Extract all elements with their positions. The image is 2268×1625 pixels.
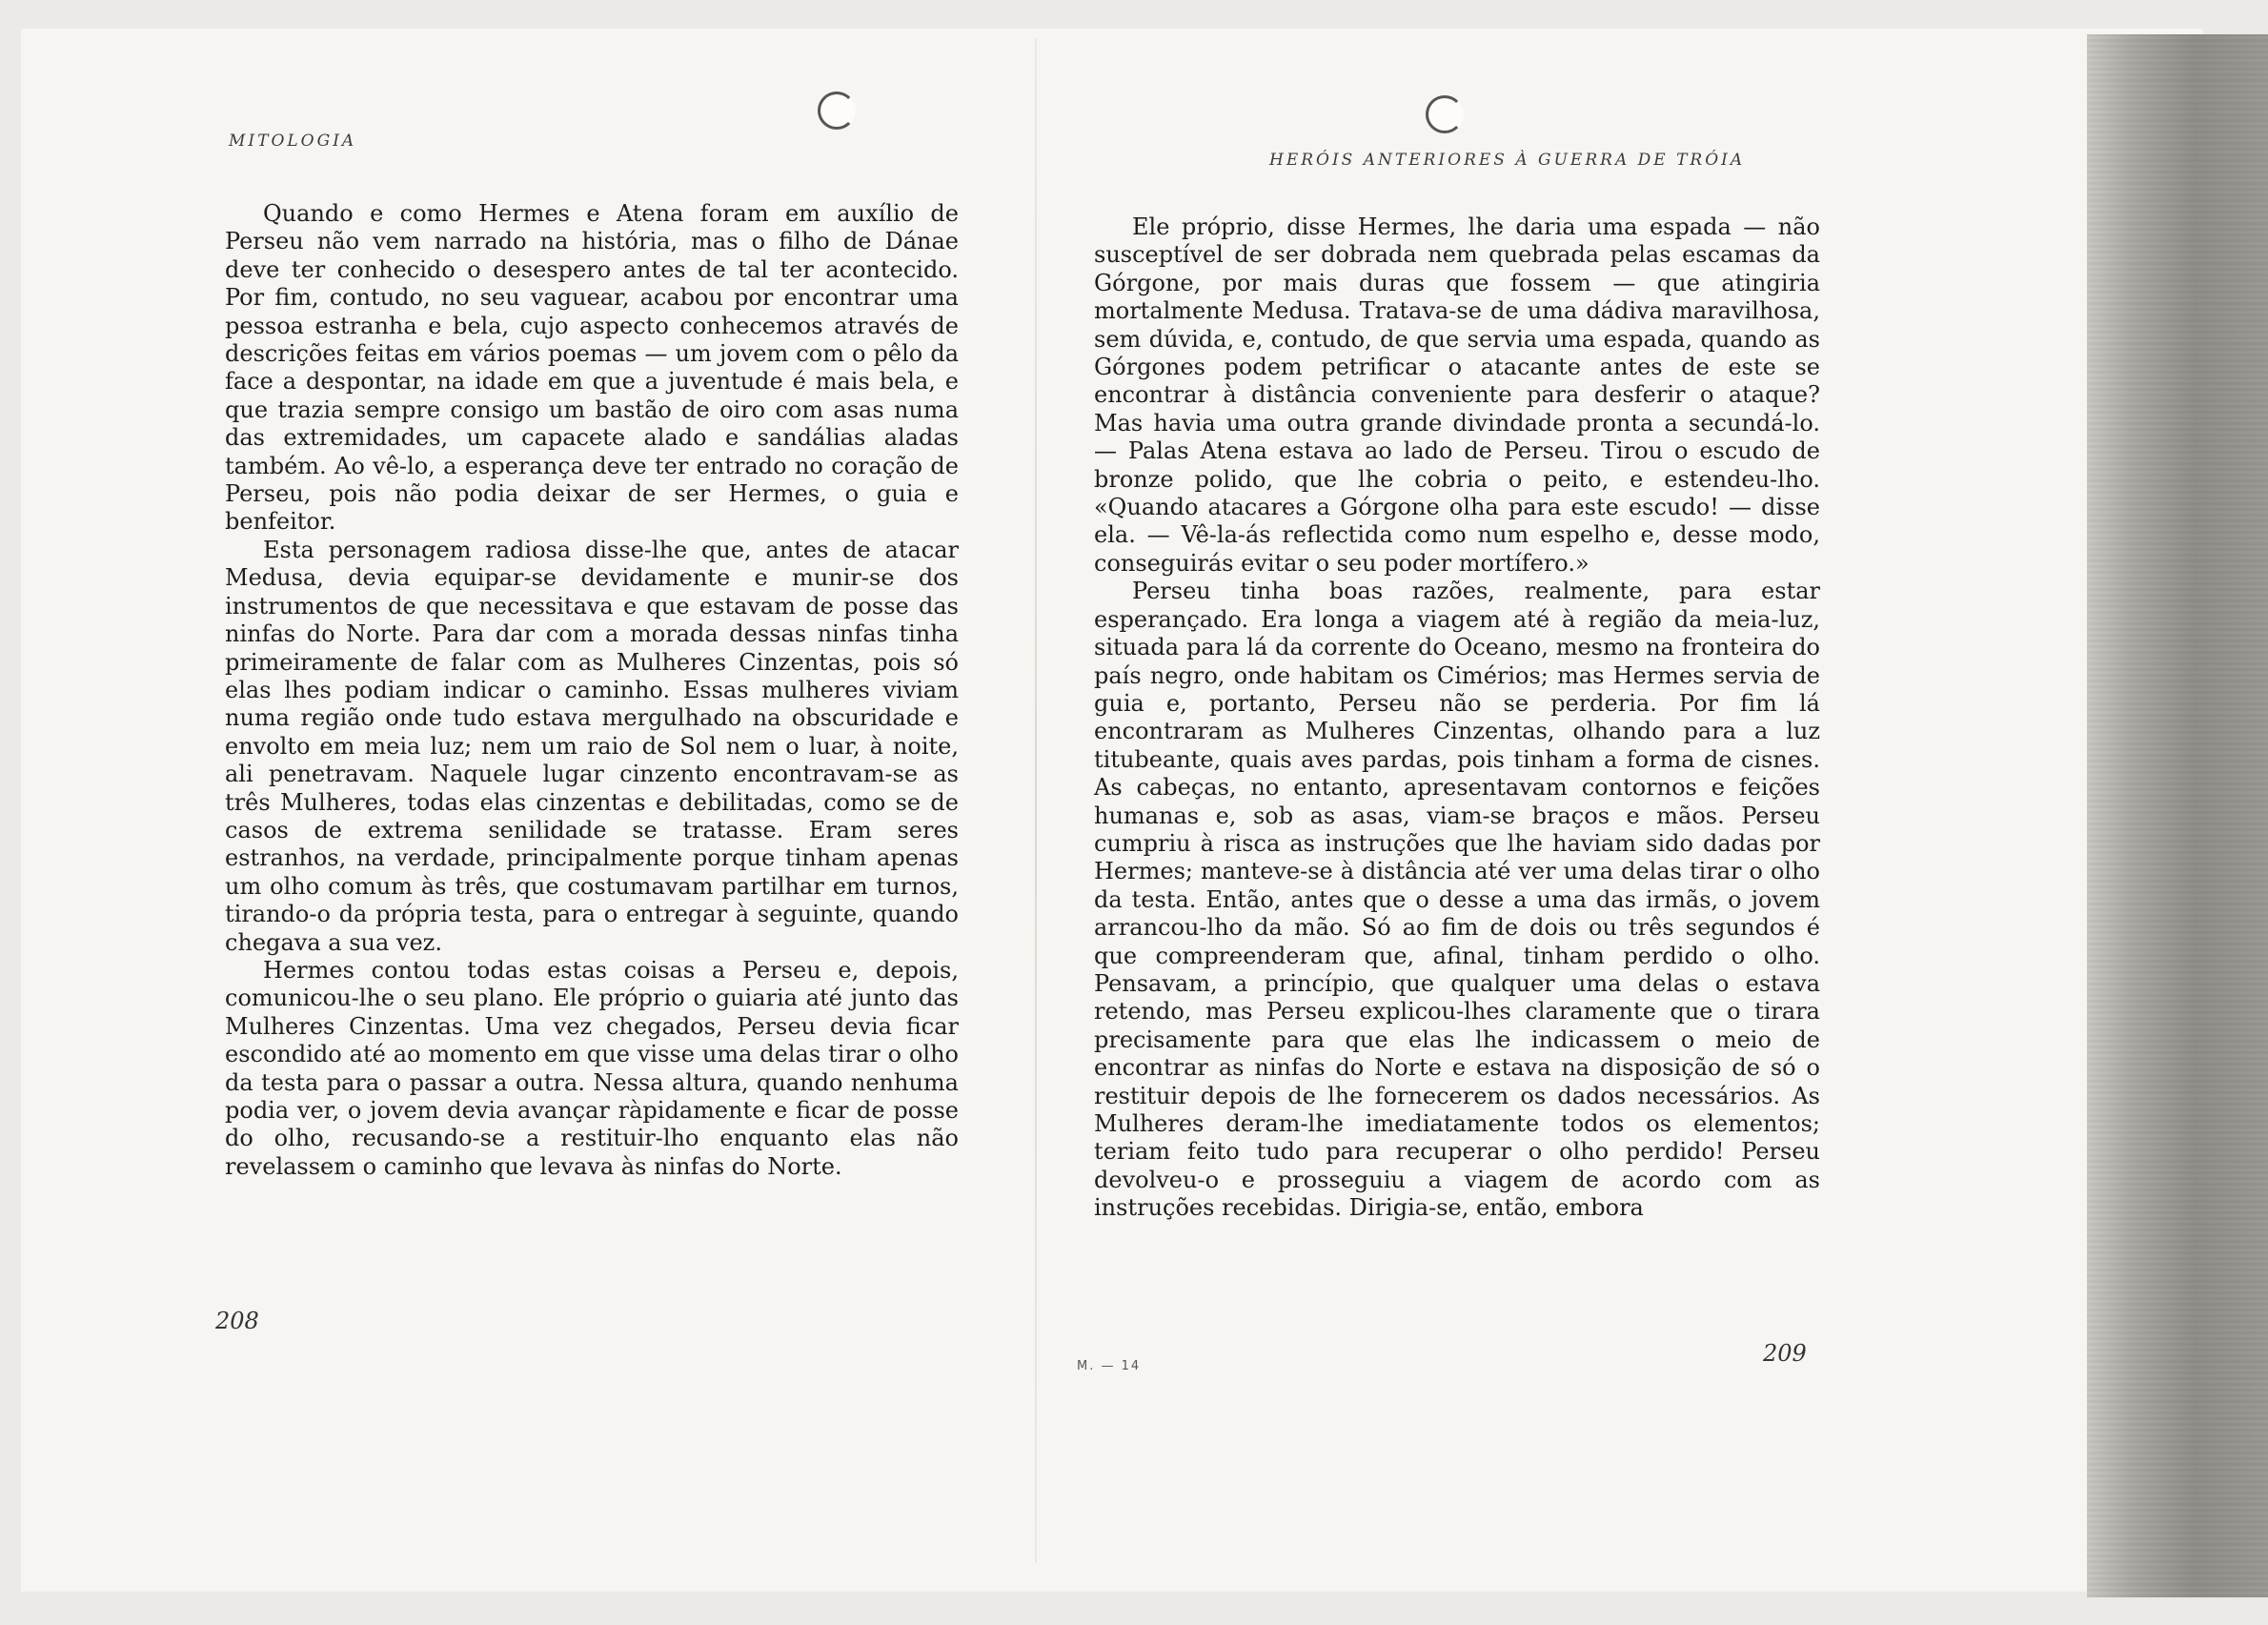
right-page-body xyxy=(1094,213,1820,1223)
punch-hole-right xyxy=(1426,95,1464,133)
right-paragraph-2: Perseu tinha boas razões, realmente, para estar esperançado. Era longa a viagem até à região da meia-luz, situada para lá da corrente do Oceano, mesmo na fronteira do país negro, onde habitam os Cimérios; mas Hermes servia de guia e, portanto, Perseu não se perderia. Por fim lá encontraram as Mulheres Cinzentas, olhando para a luz titubeante, quais aves pardas, pois tinham a forma de cisnes. As cabeças, no entanto, apresentavam contornos e feições humanas e, sob as asas, viam-se braços e mãos. Perseu cumpriu à risca as instruções que lhe haviam sido dadas por Hermes; manteve-se à distância até ver uma delas tirar o olho da testa. Então, antes que o desse a uma das irmãs, o jovem arrancou-lho da mão. Só ao fim de dois ou três segundos é que compreenderam que, afinal, tinham perdido o olho. Pensavam, a princípio, que qualquer uma delas o estava retendo, mas Perseu explicou-lhes claramente que o tirara precisamente para que elas lhe indicassem o meio de encontrar as ninfas do Norte e estava na disposição de só o restituir depois de lhe fornecerem os dados necessários. As Mulheres deram-lhe imediatamente todos os elementos; teriam feito tudo para recuperar o olho perdido! Perseu devolveu-o e prosseguiu a viagem de acordo com as instruções recebidas. Dirigia-se, então, embora xyxy=(1094,578,1820,1222)
right-paragraph-1: Ele próprio, disse Hermes, lhe daria uma espada — não susceptível de ser dobrada nem quebrada pelas escamas da Górgone, por mais duras que fossem — que atingiria mortalmente Medusa. Tratava-se de uma dádiva maravilhosa, sem dúvida, e, contudo, de que servia uma espada, quando as Górgones podem petrificar o atacante antes de este se encontrar à distância conveniente para desferir o ataque? Mas havia uma outra grande divindade pronta a secundá-lo. — Palas Atena estava ao lado de Perseu. Tirou o escudo de bronze polido, que lhe cobria o peito, e estendeu-lho. «Quando atacares a Górgone olha para este escudo! — disse ela. — Vê-la-ás reflectida como num espelho e, desse modo, conseguirás evitar o seu poder mortífero.» xyxy=(1094,213,1820,577)
left-running-head: MITOLOGIA xyxy=(229,132,357,151)
scan-shadow-edge xyxy=(2087,34,2268,1597)
left-page-body xyxy=(225,200,959,1181)
left-paragraph-2: Esta personagem radiosa disse-lhe que, antes de atacar Medusa, devia equipar-se devidamente e munir-se dos instrumentos de que necessitava e que estavam de posse das ninfas do Norte. Para dar com a morada dessas ninfas tinha primeiramente de falar com as Mulheres Cinzentas, pois só elas lhes podiam indicar o caminho. Essas mulheres viviam numa região onde tudo estava mergulhado na obscuridade e envolto em meia luz; nem um raio de Sol nem o luar, à noite, ali penetravam. Naquele lugar cinzento encontravam-se as três Mulheres, todas elas cinzentas e debilitadas, como se de casos de extrema senilidade se tratasse. Eram seres estranhos, na verdade, principalmente porque tinham apenas um olho comum às três, que costumavam partilhar em turnos, tirando-o da própria testa, para o entregar à seguinte, quando chegava a sua vez. xyxy=(225,536,959,956)
book-gutter xyxy=(1035,38,1037,1563)
left-paragraph-3: Hermes contou todas estas coisas a Perseu e, depois, comunicou-lhe o seu plano. Ele próprio o guiaria até junto das Mulheres Cinzentas. Uma vez chegados, Perseu devia ficar escondido até ao momento em que visse uma delas tirar o olho da testa para o passar a outra. Nessa altura, quando nenhuma podia ver, o jovem devia avançar ràpidamente e ficar de posse do olho, recusando-se a restituir-lho enquanto elas não revelassem o caminho que levava às ninfas do Norte. xyxy=(225,956,959,1180)
right-folio: 209 xyxy=(1763,1340,1807,1367)
left-folio: 208 xyxy=(215,1308,259,1334)
right-running-head: HERÓIS ANTERIORES À GUERRA DE TRÓIA xyxy=(1269,151,1746,170)
punch-hole-left xyxy=(818,91,856,130)
signature-mark: M. — 14 xyxy=(1077,1359,1142,1373)
left-paragraph-1: Quando e como Hermes e Atena foram em auxílio de Perseu não vem narrado na história, mas o filho de Dánae deve ter conhecido o desespero antes de tal ter acontecido. Por fim, contudo, no seu vaguear, acabou por encontrar uma pessoa estranha e bela, cujo aspecto conhecemos através de descrições feitas em vários poemas — um jovem com o pêlo da face a despontar, na idade em que a juventude é mais bela, e que trazia sempre consigo um bastão de oiro com asas numa das extremidades, um capacete alado e sandálias aladas também. Ao vê-lo, a esperança deve ter entrado no coração de Perseu, pois não podia deixar de ser Hermes, o guia e benfeitor. xyxy=(225,200,959,536)
